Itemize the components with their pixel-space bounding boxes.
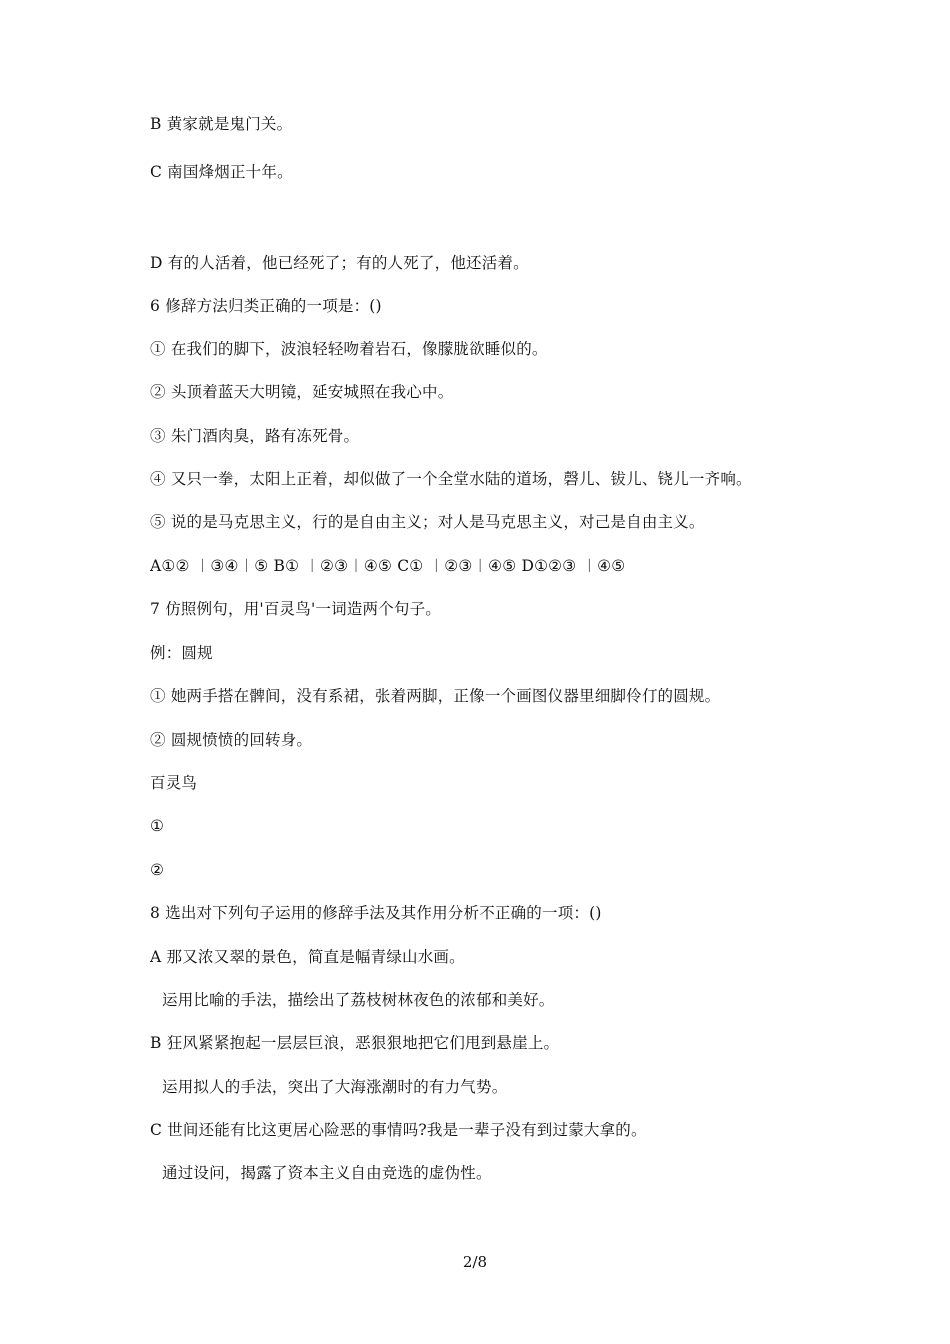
- option-b-text: B 黄家就是鬼门关。: [150, 115, 293, 133]
- question-6-item-3: ③ 朱门酒肉臭，路有冻死骨。: [150, 427, 360, 445]
- question-6-item-2: ② 头顶着蓝天大明镜，延安城照在我心中。: [150, 383, 454, 401]
- page-number: 2/8: [462, 1253, 488, 1271]
- target-word: 百灵鸟: [150, 774, 198, 792]
- question-6-item-5: ⑤ 说的是马克思主义，行的是自由主义；对人是马克思主义，对己是自由主义。: [150, 513, 705, 531]
- question-8-option-a-analysis: 运用比喻的手法，描绘出了荔枝树林夜色的浓郁和美好。: [162, 991, 555, 1009]
- question-8-option-c-analysis: 通过设问，揭露了资本主义自由竞选的虚伪性。: [162, 1164, 492, 1182]
- question-6-item-1: ① 在我们的脚下，波浪轻轻吻着岩石，像朦胧欲睡似的。: [150, 340, 548, 358]
- answer-slot-2: ②: [150, 861, 165, 879]
- question-8-title: 8 选出对下列句子运用的修辞手法及其作用分析不正确的一项：(): [150, 904, 602, 922]
- question-7-title: 7 仿照例句，用'百灵鸟'一词造两个句子。: [150, 600, 442, 618]
- option-d-text: D 有的人活着，他已经死了；有的人死了，他还活着。: [150, 254, 529, 272]
- example-sentence-1: ① 她两手搭在髀间，没有系裙，张着两脚，正像一个画图仪器里细脚伶仃的圆规。: [150, 687, 721, 705]
- question-6-options: A①② ︱③④︱⑤ B① ︱②③︱④⑤ C① ︱②③︱④⑤ D①②③ ︱④⑤: [150, 557, 626, 575]
- example-sentence-2: ② 圆规愤愤的回转身。: [150, 731, 313, 749]
- question-8-option-c: C 世间还能有比这更居心险恶的事情吗?我是一辈子没有到过蒙大拿的。: [150, 1121, 647, 1139]
- question-6-title: 6 修辞方法归类正确的一项是：(): [150, 297, 382, 315]
- question-6-item-4: ④ 又只一拳，太阳上正着，却似做了一个全堂水陆的道场，磬儿、钹儿、铙儿一齐响。: [150, 470, 752, 488]
- question-8-option-a: A 那又浓又翠的景色，简直是幅青绿山水画。: [150, 948, 465, 966]
- question-8-option-b: B 狂风紧紧抱起一层层巨浪，恶狠狠地把它们甩到悬崖上。: [150, 1034, 560, 1052]
- question-8-option-b-analysis: 运用拟人的手法，突出了大海涨潮时的有力气势。: [162, 1078, 508, 1096]
- option-c-text: C 南国烽烟正十年。: [150, 163, 293, 181]
- example-label: 例：圆规: [150, 644, 213, 662]
- answer-slot-1: ①: [150, 817, 165, 835]
